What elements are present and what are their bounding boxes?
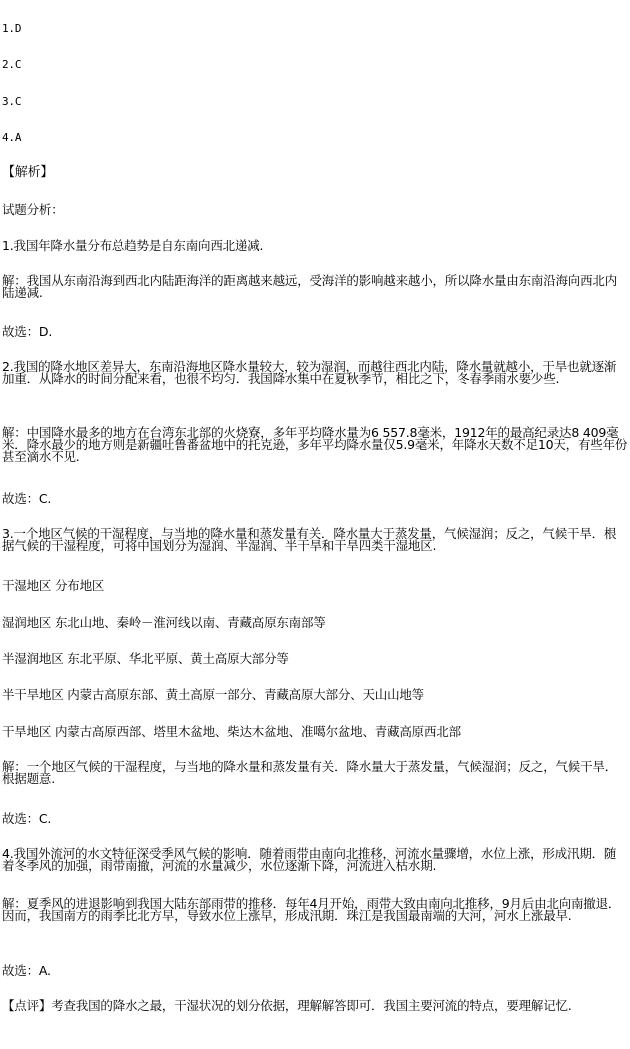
q1-choice: 故选：D. (2, 324, 53, 339)
answer-1: 1.D (2, 22, 22, 35)
analysis-heading: 【解析】 (2, 165, 54, 180)
answer-3: 3.C (2, 95, 22, 108)
q4-explain: 解：夏季风的进退影响到我国大陆东部雨带的推移．每年4月开始，雨带大致由南向北推移，9月后由北向南撤退．因而，我国南方的雨季比北方早，导致水位上涨早，形成汛期．珠江是我国最南端的大河，河水上涨最早. (2, 896, 621, 923)
q3-point: 3.一个地区气候的干湿程度，与当地的降水量和蒸发量有关．降水量大于蒸发量，气候湿润；反之，气候干旱．根据气候的干湿程度，可将中国划分为湿润、半湿润、半干旱和干旱四类干湿地区. (2, 526, 617, 553)
q3-table-row-semi-humid: 半湿润地区 东北平原、华北平原、黄土高原大部分等 (2, 651, 289, 666)
q4-choice: 故选：A. (2, 963, 51, 978)
analysis-intro: 试题分析： (2, 202, 64, 217)
q3-table-row-arid: 干旱地区 内蒙古高原西部、塔里木盆地、柴达木盆地、准噶尔盆地、青藏高原西北部 (2, 724, 461, 739)
q3-explain: 解：一个地区气候的干湿程度，与当地的降水量和蒸发量有关．降水量大于蒸发量，气候湿润；反之，气候干旱．根据题意. (2, 759, 618, 786)
q2-explain: 解：中国降水最多的地方在台湾东北部的火烧寮，多年平均降水量为6 557.8毫米，1912年的最高纪录达8 409毫米．降水最少的地方则是新疆吐鲁番盆地中的托克逊，多年平均降水量仅5.9毫米，年降水天数不足10天，有些年份甚至滴水不见. (2, 425, 628, 464)
answer-4: 4.A (2, 131, 22, 144)
q1-explain: 解：我国从东南沿海到西北内陆距海洋的距离越来越远，受海洋的影响越来越小，所以降水量由东南沿海向西北内陆递减. (2, 273, 618, 300)
q3-table-row-humid: 湿润地区 东北山地、秦岭－淮河线以南、青藏高原东南部等 (2, 615, 326, 630)
answer-2: 2.C (2, 58, 22, 71)
q2-choice: 故选：C. (2, 491, 52, 506)
q3-table-header: 干湿地区 分布地区 (2, 578, 105, 593)
comment: 【点评】考查我国的降水之最，干湿状况的划分依据，理解解答即可．我国主要河流的特点，要理解记忆. (2, 998, 572, 1013)
q3-choice: 故选：C. (2, 811, 52, 826)
q1-point: 1.我国年降水量分布总趋势是自东南向西北递减. (2, 238, 264, 253)
q4-point: 4.我国外流河的水文特征深受季风气候的影响．随着雨带由南向北推移，河流水量骤增，水位上涨，形成汛期．随着冬季风的加强，雨带南撤，河流的水量减少，水位逐渐下降，河流进入枯水期. (2, 846, 617, 873)
q3-table-row-semi-arid: 半干旱地区 内蒙古高原东部、黄土高原一部分、青藏高原大部分、天山山地等 (2, 687, 424, 702)
q2-point: 2.我国的降水地区差异大，东南沿海地区降水量较大，较为湿润，而越往西北内陆，降水量就越小，干旱也就逐渐加重．从降水的时间分配来看，也很不均匀．我国降水集中在夏秋季节，相比之下，冬春季雨水要少些. (2, 359, 617, 386)
